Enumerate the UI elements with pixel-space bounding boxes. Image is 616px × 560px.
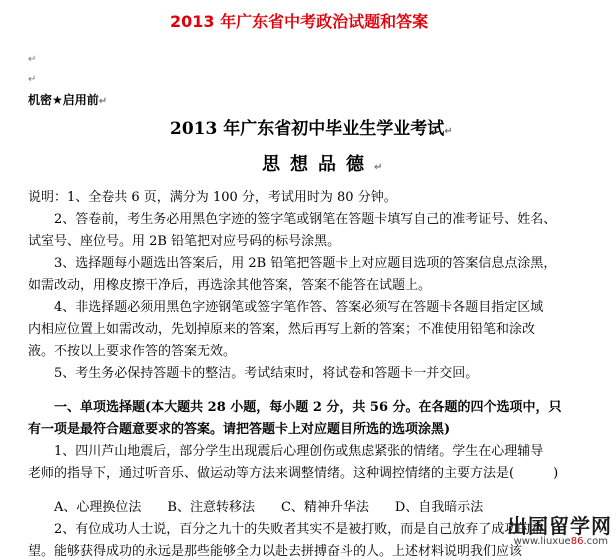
instruction-line: 内相应位置上如需改动，先划掉原来的答案，然后再写上新的答案；不准使用铅笔和涂改 <box>28 322 536 337</box>
subject-title: 思想品德↵ <box>262 154 383 175</box>
instruction-line: 液。不按以上要求作答的答案无效。 <box>28 344 237 359</box>
paragraph-mark: ↵ <box>28 74 37 85</box>
instruction-line: 说明：1、全卷共 6 页，满分为 100 分，考试用时为 80 分钟。 <box>28 190 397 205</box>
instruction-line: 5、考生务必保持答题卡的整洁。考试结束时，将试卷和答题卡一并交回。 <box>54 366 479 381</box>
secret-label: 机密★启用前↵ <box>28 93 108 107</box>
section-heading: 有一项是最符合题意要求的答案。请把答题卡上对应题目所选的选项涂黑) <box>28 422 451 437</box>
instruction-line: 2、答卷前，考生务必用黑色字迹的签字笔或钢笔在答题卡填写自己的准考证号、姓名、 <box>54 212 557 227</box>
site-watermark <box>472 510 612 550</box>
document-top-title: 2013 年广东省中考政治试题和答案 <box>170 12 429 31</box>
instruction-line: 如需改动，用橡皮擦干净后，再选涂其他答案，答案不能答在试题上。 <box>28 278 432 293</box>
instruction-line: 3、选择题每小题选出答案后，用 2B 铅笔把答题卡上对应题目选项的答案信息点涂黑， <box>54 256 557 271</box>
question-1-text: 老师的指导下，通过听音乐、做运动等方法来调整情绪。这种调控情绪的主要方法是( ) <box>28 466 559 481</box>
exam-title: 2013 年广东省初中毕业生学业考试↵ <box>170 119 453 139</box>
question-1-options: A、心理换位法 B、注意转移法 C、精神升华法 D、自我暗示法 <box>54 500 484 515</box>
question-2-text: 2、有位成功人士说，百分之九十的失败者其实不是被打败，而是自己放弃了成功的希 <box>54 522 544 537</box>
instruction-line: 4、非选择题必须用黑色字迹钢笔或签字笔作答、答案必须写在答题卡各题目指定区域 <box>54 300 544 315</box>
watermark-url: www.liuxue86.com <box>513 536 608 547</box>
question-2-text: 望。能够获得成功的永远是那些能够全力以赴去拼搏奋斗的人。上述材料说明我们应该 <box>28 544 523 559</box>
paragraph-mark: ↵ <box>28 54 37 65</box>
instruction-line: 试室号、座位号。用 2B 铅笔把对应号码的标号涂黑。 <box>28 234 341 249</box>
section-heading: 一、单项选择题(本大题共 28 小题，每小题 2 分，共 56 分。在各题的四个选项中，只 <box>54 400 562 415</box>
question-1-text: 1、四川芦山地震后，部分学生出现震后心理创伤或焦虑紧张的情绪。学生在心理辅导 <box>54 444 544 459</box>
watermark-logo-text: 出国留学网 <box>507 514 612 538</box>
